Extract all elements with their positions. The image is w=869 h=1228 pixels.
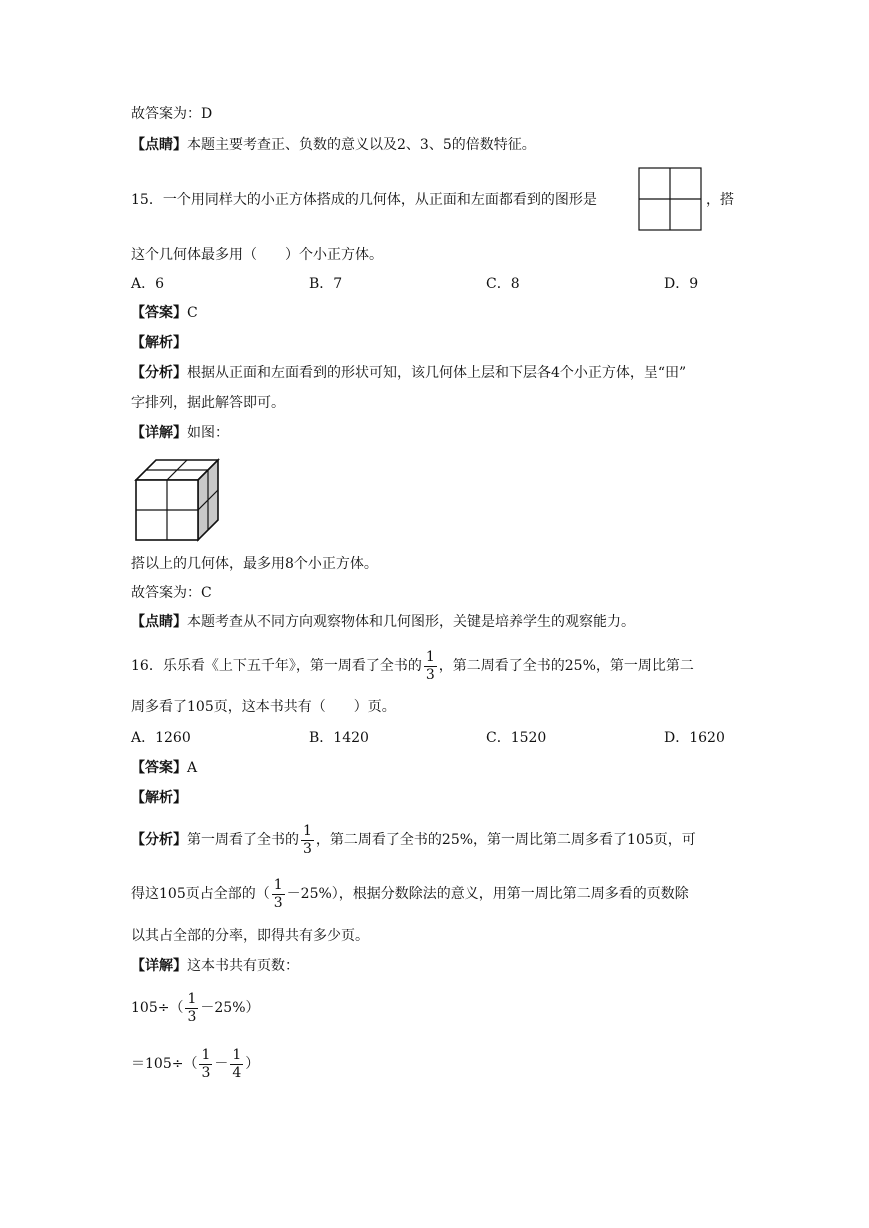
note-text: 本题考查从不同方向观察物体和几何图形，关键是培养学生的观察能力。 bbox=[187, 614, 635, 630]
minus-sign: － bbox=[214, 1056, 229, 1072]
answer-15 bbox=[131, 303, 198, 323]
numerator: 1 bbox=[232, 1046, 242, 1063]
option-15-b: B．7 bbox=[309, 276, 343, 292]
analysis-tag: 【分析】 bbox=[131, 365, 187, 381]
numerator: 1 bbox=[425, 648, 435, 665]
fraction-one-third bbox=[272, 877, 285, 912]
equation-text: ） bbox=[245, 1056, 260, 1072]
numerator: 1 bbox=[273, 876, 283, 893]
equation-line-2 bbox=[131, 1042, 259, 1086]
equation-line-1 bbox=[131, 986, 260, 1030]
option-15-a: A．6 bbox=[131, 276, 165, 292]
fraction-one-third bbox=[301, 823, 314, 858]
answer-tag: 【答案】 bbox=[131, 305, 187, 321]
note-tag: 【点睛】 bbox=[131, 614, 187, 630]
analysis-header-16: 【解析】 bbox=[131, 790, 187, 806]
option-15-d: D．9 bbox=[664, 276, 699, 292]
option-16-b: B．1420 bbox=[309, 730, 369, 746]
option-15-c: C．8 bbox=[486, 276, 520, 292]
analysis-15-line-1 bbox=[131, 363, 686, 383]
fraction-one-third bbox=[199, 1047, 212, 1082]
analysis-tag: 【分析】 bbox=[131, 832, 187, 848]
front-view-grid-icon bbox=[638, 167, 702, 231]
numerator: 1 bbox=[303, 822, 312, 839]
analysis-16-line-2 bbox=[131, 872, 689, 916]
analysis-text: －25%），根据分数除法的意义，用第一周比第二周多看的页数除 bbox=[286, 886, 689, 902]
detail-text: 如图： bbox=[187, 425, 229, 441]
denominator: 3 bbox=[273, 894, 283, 911]
option-16-d: D．1620 bbox=[664, 730, 725, 746]
numerator: 1 bbox=[201, 1046, 211, 1063]
answer-value: C bbox=[187, 305, 198, 321]
detail-tag: 【详解】 bbox=[131, 425, 187, 441]
question-16-line-1 bbox=[131, 644, 694, 688]
denominator: 3 bbox=[201, 1064, 211, 1081]
fraction-one-third bbox=[424, 649, 437, 684]
analysis-text: 根据从正面和左面看到的形状可知，该几何体上层和下层各4个小正方体，呈“田” bbox=[187, 365, 687, 381]
detail-text: 这本书共有页数： bbox=[187, 958, 299, 974]
numerator: 1 bbox=[187, 990, 197, 1007]
analysis-text: 第一周看了全书的 bbox=[187, 832, 299, 848]
question-15-line-2: 这个几何体最多用（ ）个小正方体。 bbox=[131, 247, 383, 263]
answer-tag: 【答案】 bbox=[131, 760, 187, 776]
analysis-16-line-1 bbox=[131, 818, 696, 862]
question-16-line-2: 周多看了105页，这本书共有（ ）页。 bbox=[131, 699, 396, 715]
question-15-line-1 bbox=[131, 190, 597, 210]
denominator: 4 bbox=[232, 1064, 242, 1081]
note-tag: 【点睛】 bbox=[131, 137, 187, 153]
question-15-tail: ，搭 bbox=[706, 192, 734, 208]
note-text: 本题主要考查正、负数的意义以及2、3、5的倍数特征。 bbox=[187, 137, 536, 153]
option-16-a: A．1260 bbox=[131, 730, 191, 746]
analysis-header-15: 【解析】 bbox=[131, 335, 187, 351]
note-15 bbox=[131, 612, 635, 632]
note-line bbox=[131, 135, 536, 155]
denominator: 3 bbox=[425, 666, 435, 683]
detail-15 bbox=[131, 423, 229, 443]
final-answer-15: 故答案为：C bbox=[131, 585, 212, 601]
detail-tag: 【详解】 bbox=[131, 958, 187, 974]
answer-line: 故答案为：D bbox=[131, 106, 213, 122]
denominator: 3 bbox=[187, 1008, 197, 1025]
cube-stack-figure bbox=[134, 456, 222, 542]
equation-text: －25%） bbox=[200, 1000, 260, 1016]
detail-16 bbox=[131, 956, 299, 976]
question-15-text: 15．一个用同样大的小正方体搭成的几何体，从正面和左面都看到的图形是 bbox=[131, 192, 597, 208]
analysis-text: 得这105页占全部的（ bbox=[131, 886, 270, 902]
answer-16 bbox=[131, 758, 197, 778]
result-15: 搭以上的几何体，最多用8个小正方体。 bbox=[131, 556, 378, 572]
analysis-16-line-3: 以其占全部的分率，即得共有多少页。 bbox=[131, 928, 369, 944]
question-16-tail: ，第二周看了全书的25%，第一周比第二 bbox=[438, 658, 694, 674]
fraction-one-third bbox=[185, 991, 198, 1026]
analysis-text: ，第二周看了全书的25%，第一周比第二周多看了105页，可 bbox=[315, 832, 696, 848]
equation-text: ＝105÷（ bbox=[131, 1056, 198, 1072]
equation-text: 105÷（ bbox=[131, 1000, 184, 1016]
denominator: 3 bbox=[303, 840, 312, 857]
option-16-c: C．1520 bbox=[486, 730, 547, 746]
question-16-text: 16．乐乐看《上下五千年》，第一周看了全书的 bbox=[131, 658, 422, 674]
answer-value: A bbox=[187, 760, 198, 776]
fraction-one-fourth bbox=[230, 1047, 243, 1082]
analysis-15-line-2: 字排列，据此解答即可。 bbox=[131, 395, 285, 411]
